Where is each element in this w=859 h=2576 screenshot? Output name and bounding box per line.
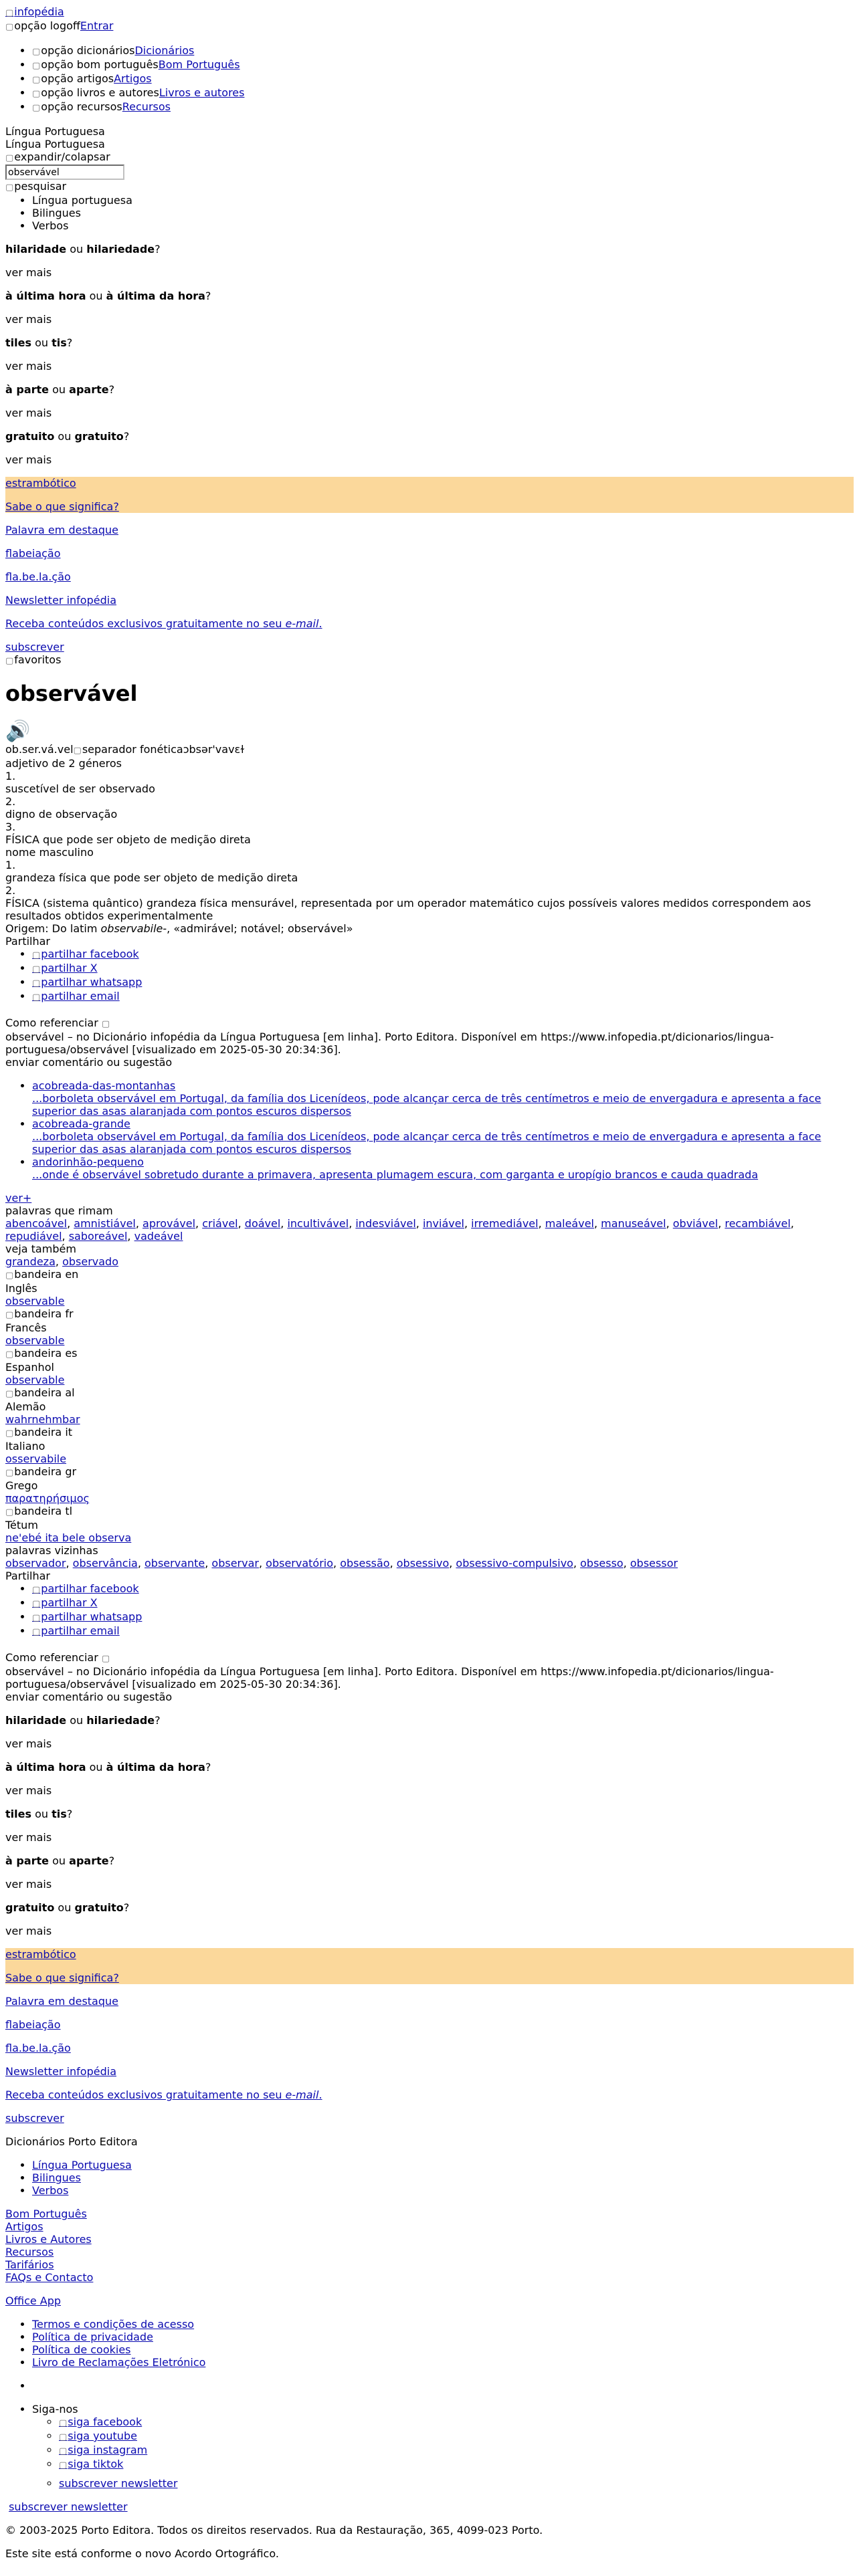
dictionary-selector[interactable]: Língua Portuguesa xyxy=(5,125,105,138)
facebook-icon[interactable]: ▢ siga facebook xyxy=(59,2416,142,2428)
translation-language: Espanhol xyxy=(5,1361,54,1374)
search-area xyxy=(5,125,854,232)
sense-number: 3. xyxy=(5,821,16,833)
quiz-question xyxy=(5,1761,854,1774)
featured-word: estrambótico xyxy=(5,1948,76,1961)
login-label: Entrar xyxy=(80,19,114,32)
footer-dict-link[interactable]: Língua Portuguesa xyxy=(32,2159,132,2171)
footer-link[interactable]: Artigos xyxy=(5,2220,43,2233)
quiz-question xyxy=(5,430,854,443)
translation-link[interactable]: ne'ebé ita bele observa xyxy=(5,1531,132,1544)
quiz-option-b: gratuito xyxy=(74,430,124,443)
follow-item xyxy=(32,2403,854,2490)
footer-link[interactable]: Livros e Autores xyxy=(5,2233,92,2246)
quiz-qmark: ? xyxy=(108,1854,115,1867)
quiz-question xyxy=(5,1808,854,1820)
rhyme-link[interactable]: saboreável xyxy=(68,1230,128,1243)
part-of-speech: nome masculino xyxy=(5,846,94,859)
header xyxy=(5,5,854,125)
see-more-link[interactable]: ver mais xyxy=(5,313,52,326)
rhyme-link[interactable]: inviável xyxy=(422,1217,464,1230)
example-text-link[interactable]: ...onde é observável sobretudo durante a primavera, apresenta plumagem escura, com garganta e uropígio brancos e cauda quadrada xyxy=(32,1168,759,1181)
quiz-or: ou xyxy=(89,1761,103,1774)
footer-social-wrapper xyxy=(5,2379,854,2392)
sense-text: FÍSICA que pode ser objeto de medição direta xyxy=(5,833,251,846)
quiz-option-a: gratuito xyxy=(5,1901,55,1914)
quiz-or: ou xyxy=(70,1714,84,1727)
quiz-or: ou xyxy=(58,1901,72,1914)
translation-link[interactable]: observable xyxy=(5,1334,65,1347)
newsletter-text: Receba conteúdos exclusivos gratuitamente no seu xyxy=(5,2088,286,2101)
pronunciation xyxy=(5,743,854,757)
example-text-link[interactable]: ...borboleta observável em Portugal, da família dos Licenídeos, pode alcançar cerca de três centímetros e meio de envergadura e apresenta a face superior das asas alaranjada com pontos escuros dispersos xyxy=(32,1130,822,1156)
footer-link[interactable]: Tarifários xyxy=(5,2258,54,2271)
rhyme-link[interactable]: incultivável xyxy=(287,1217,349,1230)
empty-list-item xyxy=(32,2379,854,2392)
featured-section-link[interactable]: Palavra em destaque xyxy=(5,1995,118,2008)
share-email-icon[interactable]: ▢ partilhar email xyxy=(32,1624,120,1637)
sense-text: digno de observação xyxy=(5,808,118,821)
newsletter-title-link[interactable]: Newsletter infopédia xyxy=(5,594,116,607)
share-whatsapp-icon[interactable]: ▢ partilhar whatsapp xyxy=(32,976,142,988)
example-text-link[interactable]: ...borboleta observável em Portugal, da família dos Licenídeos, pode alcançar cerca de três centímetros e meio de envergadura e apresenta a face superior das asas alaranjada com pontos escuros dispersos xyxy=(32,1092,822,1117)
rhyme-link[interactable]: maleável xyxy=(545,1217,594,1230)
search-icon[interactable]: ▢ pesquisar xyxy=(5,180,66,194)
nav-link-livros[interactable] xyxy=(32,86,244,99)
etymology-latin: observabile xyxy=(100,922,163,935)
neighbor-link[interactable]: observatório xyxy=(266,1557,334,1570)
rhymes-list: abencoável, amnistiável, aprovável, criável, doável, incultivável, indesviável, inviável, irremediável, maleável, manuseável, obviável, recambiável, repudiável, saboreável, vadeável xyxy=(5,1217,794,1243)
featured-question: Sabe o que significa? xyxy=(5,500,119,513)
translation-link[interactable]: observable xyxy=(5,1295,65,1307)
neighbor-link[interactable]: observador xyxy=(5,1557,66,1570)
quiz-qmark: ? xyxy=(123,430,130,443)
nav-link-bom-portugues[interactable] xyxy=(32,58,240,71)
flag-it-icon: ▢ bandeira it xyxy=(5,1426,72,1440)
featured-question: Sabe o que significa? xyxy=(5,1971,119,1984)
books-icon: ▢ opção livros e autores xyxy=(32,86,159,100)
dictionary-entry xyxy=(5,653,854,935)
nav-item-dicionarios xyxy=(32,44,854,58)
neighbor-link[interactable]: obsessivo xyxy=(396,1557,450,1570)
quiz-question xyxy=(5,290,854,302)
nav-item-recursos xyxy=(32,100,854,114)
doubts-quiz-bottom xyxy=(5,1714,854,1937)
see-more-link[interactable]: ver mais xyxy=(5,1925,52,1937)
quiz-option-a: gratuito xyxy=(5,430,55,443)
rhyme-link[interactable]: obviável xyxy=(672,1217,719,1230)
quiz-question xyxy=(5,1714,854,1727)
footer-dict-link[interactable]: Verbos xyxy=(32,2184,69,2197)
sense-text: FÍSICA (sistema quântico) grandeza física mensurável, representada por um operador matemático cujos possíveis valores medidos correspondem aos resultados obtidos experimentalmente xyxy=(5,897,812,922)
instagram-icon[interactable]: ▢ siga instagram xyxy=(59,2444,147,2456)
quiz-question xyxy=(5,336,854,349)
translation-link[interactable]: osservabile xyxy=(5,1453,67,1465)
quiz-qmark: ? xyxy=(123,1901,130,1914)
neighbor-link[interactable]: obsessão xyxy=(340,1557,390,1570)
phonetic-separator-icon: ▢ separador fonética xyxy=(74,743,183,757)
share-label: Partilhar xyxy=(5,935,50,948)
neighbor-link[interactable]: obsessivo-compulsivo xyxy=(456,1557,573,1570)
quiz-option-b: tis xyxy=(52,1808,67,1820)
example-item xyxy=(32,1079,854,1117)
sense-number: 2. xyxy=(5,795,16,808)
footer-link[interactable]: FAQs e Contacto xyxy=(5,2271,94,2284)
quiz-question xyxy=(5,1901,854,1914)
etymology-prefix: Origem: Do latim xyxy=(5,922,101,935)
acordo-ortografico: Este site está conforme o novo Acordo Ortográfico. xyxy=(5,2547,279,2560)
footer-link[interactable]: Recursos xyxy=(5,2246,54,2258)
share-x-icon[interactable]: ▢ partilhar X xyxy=(32,962,98,974)
etymology xyxy=(5,922,854,935)
quiz-option-a: à última hora xyxy=(5,1761,86,1774)
expand-collapse-icon[interactable]: ▢ expandir/colapsar xyxy=(5,150,110,165)
copy-icon[interactable] xyxy=(102,1651,110,1665)
cite-label: Como referenciar xyxy=(5,1651,98,1664)
see-also-link[interactable]: observado xyxy=(62,1255,118,1268)
example-title-link[interactable]: acobreada-grande xyxy=(32,1117,130,1130)
sense-text: suscetível de ser observado xyxy=(5,782,155,795)
dictionary-icon: ▢ opção dicionários xyxy=(32,44,134,58)
share-facebook-icon[interactable]: ▢ partilhar facebook xyxy=(32,1582,139,1595)
sense-number: 1. xyxy=(5,859,16,871)
featured-word2-link[interactable]: flabeiação xyxy=(5,2018,61,2031)
nav-label: Livros e autores xyxy=(159,86,245,99)
featured-syllables-link[interactable]: fla.be.la.ção xyxy=(5,570,71,583)
sense-number: 1. xyxy=(5,770,16,782)
bom-portugues-icon: ▢ opção bom português xyxy=(32,58,159,72)
legal-link[interactable]: Livro de Reclamações Eletrónico xyxy=(32,2356,206,2369)
sense-text: grandeza física que pode ser objeto de medição direta xyxy=(5,871,298,884)
share-x-icon[interactable]: ▢ partilhar X xyxy=(32,1596,98,1609)
quiz-option-b: à última da hora xyxy=(106,290,205,302)
quiz-option-a: hilaridade xyxy=(5,243,67,255)
translation-link[interactable]: observable xyxy=(5,1374,65,1386)
quiz-option-b: à última da hora xyxy=(106,1761,205,1774)
share-facebook-icon[interactable]: ▢ partilhar facebook xyxy=(32,948,139,960)
dictionary-options xyxy=(5,194,854,232)
translation-language: Alemão xyxy=(5,1400,46,1413)
see-more-link[interactable]: ver mais xyxy=(5,453,52,466)
quiz-option-a: à última hora xyxy=(5,290,86,302)
cite-label: Como referenciar xyxy=(5,1016,98,1029)
quiz-qmark: ? xyxy=(205,290,211,302)
rhyme-link[interactable]: manuseável xyxy=(601,1217,666,1230)
quiz-option-a: tiles xyxy=(5,336,31,349)
nav-label: Bom Português xyxy=(158,58,240,71)
see-more-link[interactable]: ver mais xyxy=(5,1878,52,1891)
newsletter-title-link[interactable]: Newsletter infopédia xyxy=(5,2065,116,2078)
quiz-or: ou xyxy=(35,336,49,349)
share-label: Partilhar xyxy=(5,1570,50,1582)
see-more-link[interactable]: ver mais xyxy=(5,360,52,372)
flag-en-icon: ▢ bandeira en xyxy=(5,1268,78,1282)
flag-tl-icon: ▢ bandeira tl xyxy=(5,1505,72,1519)
flag-gr-icon: ▢ bandeira gr xyxy=(5,1465,76,1479)
legal-link[interactable]: Política de cookies xyxy=(32,2343,131,2356)
legal-links xyxy=(5,2318,854,2369)
neighbors-label: palavras vizinhas xyxy=(5,1544,98,1557)
neighbors-list: observador, observância, observante, observar, observatório, obsessão, obsessivo, obsessivo-compulsivo, obsesso, obsessor xyxy=(5,1557,678,1570)
cite-heading xyxy=(5,1016,854,1031)
featured-word2-link[interactable]: flabeiação xyxy=(5,547,61,560)
rhyme-link[interactable]: abencoável xyxy=(5,1217,68,1230)
nav-item-bom-portugues xyxy=(32,58,854,72)
usage-examples xyxy=(5,1079,854,1181)
doubts-quiz xyxy=(5,243,854,466)
newsletter-text-em: e-mail xyxy=(285,617,319,630)
quiz-option-b: aparte xyxy=(69,383,109,396)
quiz-option-b: hilariedade xyxy=(86,1714,155,1727)
translation-language: Francês xyxy=(5,1321,47,1334)
quiz-qmark: ? xyxy=(108,383,115,396)
nav-link-dicionarios[interactable] xyxy=(32,44,194,57)
rhyme-link[interactable]: doável xyxy=(244,1217,281,1230)
part-of-speech: adjetivo de 2 géneros xyxy=(5,757,122,770)
search-input[interactable] xyxy=(5,165,124,180)
neighbor-link[interactable]: observar xyxy=(211,1557,259,1570)
dictionary-option[interactable]: • Bilingues xyxy=(32,207,854,219)
subscribe-link[interactable]: subscrever xyxy=(5,2112,64,2125)
subscribe-link[interactable]: subscrever xyxy=(5,641,64,653)
flag-es-icon: ▢ bandeira es xyxy=(5,1347,78,1361)
share-email-icon[interactable]: ▢ partilhar email xyxy=(32,990,120,1002)
headword: observável xyxy=(5,681,138,706)
quiz-or: ou xyxy=(70,243,84,255)
quiz-or: ou xyxy=(52,1854,66,1867)
copyright: © 2003-2025 Porto Editora. Todos os direitos reservados. Rua da Restauração, 365, 4099-023 Porto. xyxy=(5,2524,543,2537)
example-item xyxy=(32,1117,854,1156)
newsletter-text-em: e-mail xyxy=(285,2088,319,2101)
quiz-qmark: ? xyxy=(66,1808,73,1820)
favorites-icon[interactable]: ▢ favoritos xyxy=(5,653,61,667)
see-more-link[interactable]: ver mais xyxy=(5,1784,52,1797)
quiz-option-b: hilariedade xyxy=(86,243,155,255)
share-whatsapp-icon[interactable]: ▢ partilhar whatsapp xyxy=(32,1610,142,1623)
translation-language: Grego xyxy=(5,1479,38,1492)
see-more-link[interactable]: ver mais xyxy=(5,407,52,419)
follow-us xyxy=(5,2403,854,2490)
nav-item-artigos xyxy=(32,72,854,86)
quiz-or: ou xyxy=(35,1808,49,1820)
featured-section-link[interactable]: Palavra em destaque xyxy=(5,524,118,536)
example-title-link[interactable]: acobreada-das-montanhas xyxy=(32,1079,176,1092)
tiktok-icon[interactable]: ▢ siga tiktok xyxy=(59,2458,123,2470)
featured-word-banner[interactable] xyxy=(5,477,854,513)
neighbor-link[interactable]: observante xyxy=(145,1557,205,1570)
nav-item-livros xyxy=(32,86,854,100)
nav-link-recursos[interactable] xyxy=(32,100,171,113)
footer xyxy=(5,2135,854,2560)
quiz-option-b: gratuito xyxy=(74,1901,124,1914)
rhyme-link[interactable]: aprovável xyxy=(142,1217,196,1230)
neighbor-link[interactable]: obsesso xyxy=(580,1557,624,1570)
rhyme-link[interactable]: amnistiável xyxy=(74,1217,136,1230)
dictionary-option[interactable]: • Verbos xyxy=(32,219,854,232)
cite-heading xyxy=(5,1651,854,1665)
footer-dictionaries xyxy=(5,2159,854,2197)
login-link[interactable] xyxy=(5,19,113,32)
newsletter-text-end: . xyxy=(318,2088,322,2101)
neighbor-link[interactable]: obsessor xyxy=(630,1557,678,1570)
rhyme-link[interactable]: indesviável xyxy=(355,1217,416,1230)
quiz-or: ou xyxy=(52,383,66,396)
footer-link[interactable]: Bom Português xyxy=(5,2208,87,2220)
quiz-option-b: aparte xyxy=(69,1854,109,1867)
translations xyxy=(5,1268,854,1544)
copy-icon[interactable] xyxy=(102,1016,110,1031)
office-app-link[interactable]: Office App xyxy=(5,2294,62,2307)
logoff-icon: ▢ opção logoff xyxy=(5,19,80,33)
see-more-link[interactable]: ver mais xyxy=(5,266,52,279)
rhyme-link[interactable]: recambiável xyxy=(725,1217,791,1230)
newsletter-text-link[interactable] xyxy=(5,2088,322,2101)
citation-text: observável – no Dicionário infopédia da Língua Portuguesa [em linha]. Porto Editora. Disponível em https://www.infopedia.pt/dicionarios/lingua-portuguesa/observável [visualizado em 2025-05-30 20:34:36]. xyxy=(5,1665,774,1691)
citation-text: observável – no Dicionário infopédia da Língua Portuguesa [em linha]. Porto Editora. Disponível em https://www.infopedia.pt/dicionarios/lingua-portuguesa/observável [visualizado em 2025-05-30 20:34:36]. xyxy=(5,1031,774,1056)
social-links xyxy=(32,2416,854,2490)
featured-syllables-link[interactable]: fla.be.la.ção xyxy=(5,2042,71,2054)
neighbor-link[interactable]: observância xyxy=(72,1557,138,1570)
featured-word-banner[interactable] xyxy=(5,1948,854,1984)
nav-label: Dicionários xyxy=(134,44,195,57)
quiz-or: ou xyxy=(58,430,72,443)
translation-language: Italiano xyxy=(5,1440,45,1453)
flag-de-icon: ▢ bandeira al xyxy=(5,1386,75,1400)
infopedia-logo-link[interactable]: ▢ infopédia xyxy=(5,5,64,18)
translation-link[interactable]: παρατηρήσιμος xyxy=(5,1492,90,1505)
see-also-link[interactable]: grandeza xyxy=(5,1255,56,1268)
comment-link[interactable]: enviar comentário ou sugestão xyxy=(5,1056,173,1069)
sense-number: 2. xyxy=(5,884,16,897)
see-also-list: grandeza, observado xyxy=(5,1255,118,1268)
rhyme-link[interactable]: vadeável xyxy=(134,1230,183,1243)
comment-link[interactable]: enviar comentário ou sugestão xyxy=(5,1691,173,1703)
example-title-link[interactable]: andorinhão-pequeno xyxy=(32,1156,144,1168)
quiz-option-a: à parte xyxy=(5,1854,50,1867)
see-more-link[interactable]: ver mais xyxy=(5,1737,52,1750)
footer-newsletter-link[interactable]: subscrever newsletter xyxy=(9,2500,128,2513)
translation-language: Inglês xyxy=(5,1282,37,1295)
see-more-examples-link[interactable]: ver+ xyxy=(5,1192,32,1204)
quiz-qmark: ? xyxy=(205,1761,211,1774)
footer-publisher: Dicionários Porto Editora xyxy=(5,2135,138,2148)
main-nav xyxy=(5,44,854,114)
rhyme-link[interactable]: irremediável xyxy=(471,1217,539,1230)
dictionary-option[interactable]: • Língua portuguesa xyxy=(32,194,854,207)
dictionary-selected: Língua Portuguesa xyxy=(5,138,105,150)
nav-link-artigos[interactable] xyxy=(32,72,152,85)
etymology-suffix: -, «admirável; notável; observável» xyxy=(163,922,353,935)
quiz-or: ou xyxy=(89,290,103,302)
follow-label: Siga-nos xyxy=(32,2403,78,2416)
quiz-option-a: hilaridade xyxy=(5,1714,67,1727)
resources-icon: ▢ opção recursos xyxy=(32,100,122,114)
quiz-question xyxy=(5,1854,854,1867)
phonetic-transcription: ɔbsər'vavɛɫ xyxy=(183,743,245,756)
legal-link[interactable]: Termos e condições de acesso xyxy=(32,2318,195,2331)
newsletter-text-link[interactable] xyxy=(5,617,322,630)
translation-language: Tétum xyxy=(5,1519,38,1531)
quiz-qmark: ? xyxy=(155,243,161,255)
see-also-label: veja também xyxy=(5,1243,76,1255)
nav-label: Artigos xyxy=(114,72,152,85)
quiz-option-a: à parte xyxy=(5,383,50,396)
quiz-option-a: tiles xyxy=(5,1808,31,1820)
rhyme-link[interactable]: repudiável xyxy=(5,1230,62,1243)
rhymes-label: palavras que rimam xyxy=(5,1204,113,1217)
footer-dict-link[interactable]: Bilingues xyxy=(32,2171,81,2184)
translation-link[interactable]: wahrnehmbar xyxy=(5,1413,80,1426)
quiz-qmark: ? xyxy=(66,336,73,349)
social-newsletter-link[interactable]: subscrever newsletter xyxy=(59,2477,178,2490)
quiz-qmark: ? xyxy=(155,1714,161,1727)
legal-link[interactable]: Política de privacidade xyxy=(32,2331,153,2343)
rhyme-link[interactable]: criável xyxy=(202,1217,238,1230)
newsletter-text: Receba conteúdos exclusivos gratuitamente no seu xyxy=(5,617,286,630)
speaker-icon[interactable]: 🔊 xyxy=(5,720,31,743)
quiz-question xyxy=(5,383,854,396)
youtube-icon[interactable]: ▢ siga youtube xyxy=(59,2430,137,2442)
articles-icon: ▢ opção artigos xyxy=(32,72,114,86)
newsletter-text-end: . xyxy=(318,617,322,630)
featured-word: estrambótico xyxy=(5,477,76,490)
quiz-option-b: tis xyxy=(52,336,67,349)
see-more-link[interactable]: ver mais xyxy=(5,1831,52,1844)
nav-label: Recursos xyxy=(122,100,171,113)
quiz-question xyxy=(5,243,854,255)
syllabification: ob.ser.vá.vel xyxy=(5,743,74,756)
share-list xyxy=(5,948,854,1004)
flag-fr-icon: ▢ bandeira fr xyxy=(5,1307,74,1321)
share-list xyxy=(5,1582,854,1638)
example-item xyxy=(32,1156,854,1181)
